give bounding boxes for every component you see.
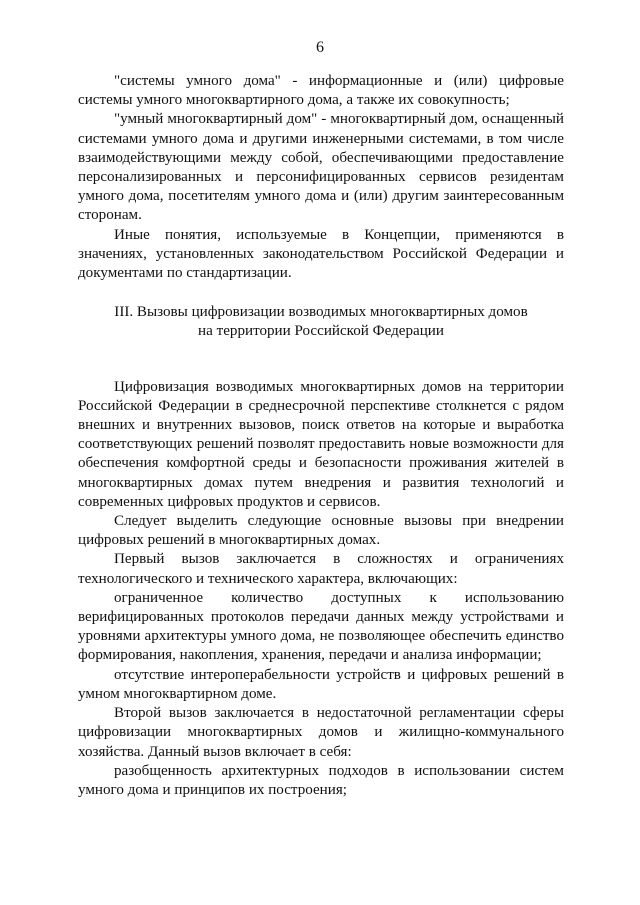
paragraph-main-challenges-intro: Следует выделить следующие основные вызовы при внедрении цифровых решений в многоквартирных домах. [78, 513, 564, 549]
paragraph-digitalization-challenges: Цифровизация возводимых многоквартирных домов на территории Российской Федерации в среднесрочной перспективе столкнется с рядом внешних и внутренних вызовов, поиск ответов на которые и выработка соответствующих решений позволят предоставить новые возможности для обеспечения комфортной среды и безопасности проживания жителей в многоквартирных домах путем внедрения и развития технологий и современных цифровых продуктов и сервисов. [78, 378, 564, 510]
section-heading-line-2: на территории Российской Федерации [198, 323, 444, 340]
list-item-no-interoperability: отсутствие интероперабельности устройств и цифровых решений в умном многоквартирном доме. [78, 666, 564, 702]
page-number: 6 [316, 39, 324, 56]
section-heading [78, 303, 564, 341]
section-heading-line-1: III. Вызовы цифровизации возводимых многоквартирных домов [114, 304, 528, 321]
paragraph-second-challenge: Второй вызов заключается в недостаточной регламентации сферы цифровизации многоквартирных домов и жилищно-коммунального хозяйства. Данный вызов включает в себя: [78, 705, 564, 760]
paragraph-first-challenge: Первый вызов заключается в сложностях и ограничениях технологического и технического характера, включающих: [78, 551, 564, 587]
list-item-fragmented-architecture: разобщенность архитектурных подходов в использовании систем умного дома и принципов их построения; [78, 762, 564, 798]
paragraph-smart-home-systems-definition: "системы умного дома" - информационные и (или) цифровые системы умного многоквартирного дома, а также их совокупность; [78, 73, 564, 109]
paragraph-other-terms: Иные понятия, используемые в Концепции, применяются в значениях, установленных законодательством Российской Федерации и документами по стандартизации. [78, 226, 564, 282]
list-item-limited-protocols: ограниченное количество доступных к использованию верифицированных протоколов передачи данных между устройствами и уровнями архитектуры умного дома, не позволяющее обеспечить единство формирования, накопления, хранения, передачи и анализа информации; [78, 589, 564, 664]
paragraph-smart-apartment-building-definition: "умный многоквартирный дом" - многоквартирный дом, оснащенный системами умного дома и другими инженерными системами, в том числе взаимодействующими между собой, обеспечивающими предоставление персонализированных и персонифицированных сервисов резидентам умного дома, посетителям умного дома и (или) другим заинтересованным сторонам. [78, 111, 564, 224]
document-body [78, 72, 564, 800]
